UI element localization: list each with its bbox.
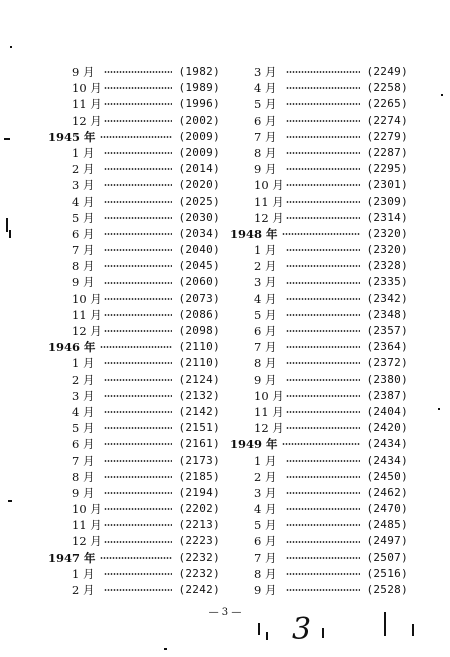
page-reference: (1982) <box>178 65 220 78</box>
dot-leader <box>104 168 172 170</box>
page-reference: (2258) <box>366 81 408 95</box>
page-reference: (2348) <box>366 307 408 321</box>
page-reference: (2450) <box>366 469 408 483</box>
toc-year-entry <box>230 226 408 242</box>
month-label: 11 月 <box>72 307 102 322</box>
page-reference: (2485) <box>366 518 408 532</box>
page-reference: (2060) <box>178 275 220 289</box>
page-reference: (2185) <box>178 469 220 483</box>
dot-leader <box>286 120 360 122</box>
scan-speck <box>10 46 12 48</box>
toc-year-entry <box>48 339 220 355</box>
page-reference: (2420) <box>366 421 408 435</box>
toc-column-right <box>230 64 408 598</box>
month-label: 6 月 <box>254 324 277 338</box>
month-label: 7 月 <box>72 453 95 468</box>
dot-leader <box>286 168 360 170</box>
toc-month-entry <box>230 355 408 371</box>
toc-month-entry <box>230 242 408 258</box>
dot-leader <box>104 411 172 413</box>
toc-month-entry <box>230 566 408 582</box>
page-reference: (2462) <box>366 485 408 499</box>
page-reference: (2213) <box>178 518 220 532</box>
toc-month-entry <box>230 64 408 80</box>
dot-leader <box>104 589 172 591</box>
page-reference: (2161) <box>178 437 220 451</box>
toc-month-entry <box>48 145 220 161</box>
month-label: 1 月 <box>72 566 95 581</box>
dot-leader <box>286 362 360 364</box>
month-label: 3 月 <box>72 388 95 403</box>
dot-leader <box>104 492 172 494</box>
page-reference: (2194) <box>178 485 220 499</box>
toc-month-entry <box>48 194 220 210</box>
dot-leader <box>282 443 361 445</box>
dot-leader <box>286 589 360 591</box>
month-label: 2 月 <box>254 259 277 274</box>
toc-month-entry <box>230 501 408 517</box>
month-label: 5 月 <box>72 421 95 436</box>
page-reference: (2124) <box>178 372 220 386</box>
page-reference: (2249) <box>366 65 408 78</box>
toc-month-entry <box>230 533 408 549</box>
page-reference: (2364) <box>366 340 408 354</box>
page-reference: (2279) <box>366 129 408 143</box>
month-label: 8 月 <box>254 356 277 371</box>
dot-leader <box>286 136 360 138</box>
month-label: 10 月 <box>72 81 102 96</box>
page-reference: (2142) <box>178 404 220 418</box>
month-label: 6 月 <box>72 437 95 452</box>
page-reference: (1989) <box>178 81 220 95</box>
page-reference: (2232) <box>178 566 220 580</box>
page-reference: (2223) <box>178 534 220 548</box>
toc-month-entry <box>230 550 408 566</box>
toc-month-entry <box>230 274 408 290</box>
dot-leader <box>286 557 360 559</box>
page-reference: (2357) <box>366 324 408 337</box>
dot-leader <box>104 314 172 316</box>
toc-column-left <box>48 64 220 598</box>
dot-leader <box>100 346 173 348</box>
toc-month-entry <box>230 404 408 420</box>
dot-leader <box>286 103 360 105</box>
dot-leader <box>286 265 360 267</box>
month-label: 1 月 <box>254 243 277 258</box>
toc-month-entry <box>230 177 408 193</box>
dot-leader <box>286 395 360 397</box>
dot-leader <box>286 541 360 543</box>
page-reference: (2274) <box>366 113 408 127</box>
month-label: 2 月 <box>72 583 95 597</box>
dot-leader <box>286 314 360 316</box>
dot-leader <box>100 557 173 559</box>
toc-month-entry <box>230 323 408 339</box>
month-label: 8 月 <box>254 145 277 160</box>
dot-leader <box>104 460 172 462</box>
toc-month-entry <box>230 96 408 112</box>
month-label: 9 月 <box>254 372 277 387</box>
toc-month-entry <box>48 420 220 436</box>
page-reference: (2516) <box>366 566 408 580</box>
page-reference: (2301) <box>366 178 408 192</box>
dot-leader <box>104 265 172 267</box>
month-label: 10 月 <box>254 388 284 403</box>
month-label: 1 月 <box>72 356 95 371</box>
page-reference: (2025) <box>178 194 220 208</box>
dot-leader <box>104 524 172 526</box>
month-label: 11 月 <box>72 518 102 533</box>
dot-leader <box>104 233 172 235</box>
month-label: 4 月 <box>254 81 277 96</box>
page-reference: (2020) <box>178 178 220 192</box>
toc-month-entry <box>48 96 220 112</box>
month-label: 5 月 <box>254 307 277 322</box>
toc-month-entry <box>48 177 220 193</box>
month-label: 6 月 <box>254 113 277 128</box>
dot-leader <box>286 184 360 186</box>
month-label: 4 月 <box>254 502 277 517</box>
dot-leader <box>104 541 172 543</box>
page-reference: (2098) <box>178 324 220 337</box>
toc-month-entry <box>48 501 220 517</box>
dot-leader <box>100 136 173 138</box>
toc-month-entry <box>48 210 220 226</box>
toc-month-entry <box>48 226 220 242</box>
toc-month-entry <box>48 274 220 290</box>
month-label: 5 月 <box>254 97 277 112</box>
month-label: 9 月 <box>254 583 277 597</box>
month-label: 4 月 <box>72 194 95 209</box>
dot-leader <box>104 298 172 300</box>
scan-speck <box>164 648 167 650</box>
dot-leader <box>286 411 360 413</box>
page-reference: (2404) <box>366 404 408 418</box>
toc-month-entry <box>230 485 408 501</box>
dot-leader <box>104 379 172 381</box>
toc-month-entry <box>48 242 220 258</box>
dot-leader <box>104 427 172 429</box>
month-label: 12 月 <box>72 324 102 338</box>
toc-month-entry <box>48 566 220 582</box>
page-reference: (2002) <box>178 113 220 127</box>
year-label: 1945 年 <box>48 129 96 144</box>
dot-leader <box>286 379 360 381</box>
page-reference: (2320) <box>366 226 408 240</box>
page-reference: (2372) <box>366 356 408 370</box>
page-reference: (2202) <box>178 502 220 516</box>
year-label: 1947 年 <box>48 550 96 565</box>
page-reference: (2014) <box>178 162 220 176</box>
toc-month-entry <box>230 307 408 323</box>
toc-month-entry <box>230 80 408 96</box>
month-label: 12 月 <box>254 421 284 436</box>
dot-leader <box>286 71 360 73</box>
toc-month-entry <box>230 453 408 469</box>
dot-leader <box>104 508 172 510</box>
toc-month-entry <box>48 307 220 323</box>
dot-leader <box>286 508 360 510</box>
page-reference: (2295) <box>366 162 408 176</box>
page-reference: (2434) <box>366 453 408 467</box>
dot-leader <box>104 201 172 203</box>
dot-leader <box>104 573 172 575</box>
dot-leader <box>104 184 172 186</box>
page-reference: (2470) <box>366 502 408 516</box>
toc-month-entry <box>48 436 220 452</box>
dot-leader <box>286 330 360 332</box>
toc-year-entry <box>48 550 220 566</box>
toc-month-entry <box>48 453 220 469</box>
toc-month-entry <box>230 420 408 436</box>
year-label: 1949 年 <box>230 437 278 452</box>
scan-speck <box>322 628 324 638</box>
dot-leader <box>104 71 172 73</box>
scan-speck <box>6 218 8 232</box>
toc-month-entry <box>230 388 408 404</box>
month-label: 9 月 <box>72 485 95 500</box>
toc-month-entry <box>230 372 408 388</box>
toc-month-entry <box>230 469 408 485</box>
month-label: 12 月 <box>254 210 284 225</box>
toc-year-entry <box>48 129 220 145</box>
page-reference: (2507) <box>366 550 408 564</box>
dot-leader <box>104 249 172 251</box>
dot-leader <box>104 282 172 284</box>
page-reference: (2335) <box>366 275 408 289</box>
scan-speck <box>258 623 260 635</box>
month-label: 11 月 <box>254 404 284 419</box>
page-reference: (2380) <box>366 372 408 386</box>
month-label: 2 月 <box>72 372 95 387</box>
page-reference: (2528) <box>366 583 408 596</box>
month-label: 11 月 <box>72 97 102 112</box>
month-label: 6 月 <box>72 226 95 241</box>
month-label: 10 月 <box>72 502 102 517</box>
toc-month-entry <box>230 129 408 145</box>
scan-speck <box>266 632 268 640</box>
dot-leader <box>286 201 360 203</box>
month-label: 7 月 <box>254 340 277 355</box>
page-reference: (2151) <box>178 421 220 435</box>
dot-leader <box>286 87 360 89</box>
month-label: 3 月 <box>254 275 277 290</box>
scan-speck <box>384 612 386 636</box>
toc-month-entry <box>48 64 220 80</box>
toc-month-entry <box>230 339 408 355</box>
page-reference: (2320) <box>366 243 408 257</box>
dot-leader <box>104 120 172 122</box>
month-label: 7 月 <box>72 243 95 258</box>
dot-leader <box>286 152 360 154</box>
month-label: 10 月 <box>72 291 102 306</box>
scan-speck <box>438 408 440 410</box>
dot-leader <box>104 330 172 332</box>
toc-month-entry <box>48 582 220 598</box>
toc-month-entry <box>230 161 408 177</box>
toc-month-entry <box>230 113 408 129</box>
page-reference: (2110) <box>178 356 220 370</box>
toc-month-entry <box>48 113 220 129</box>
month-label: 2 月 <box>254 469 277 484</box>
dot-leader <box>104 87 172 89</box>
toc-month-entry <box>48 291 220 307</box>
month-label: 9 月 <box>72 65 95 79</box>
scan-speck <box>441 94 443 96</box>
page-reference: (2242) <box>178 583 220 596</box>
dot-leader <box>104 395 172 397</box>
page-reference: (2040) <box>178 243 220 257</box>
toc-month-entry <box>48 161 220 177</box>
toc-month-entry <box>48 404 220 420</box>
page-reference: (2342) <box>366 291 408 305</box>
month-label: 11 月 <box>254 194 284 209</box>
month-label: 8 月 <box>72 469 95 484</box>
month-label: 12 月 <box>72 534 102 549</box>
toc-month-entry <box>48 533 220 549</box>
month-label: 6 月 <box>254 534 277 549</box>
page-reference: (2045) <box>178 259 220 273</box>
page-reference: (2287) <box>366 145 408 159</box>
month-label: 10 月 <box>254 178 284 193</box>
dot-leader <box>286 524 360 526</box>
page-reference: (2030) <box>178 210 220 224</box>
month-label: 4 月 <box>254 291 277 306</box>
month-label: 3 月 <box>72 178 95 193</box>
month-label: 5 月 <box>72 210 95 225</box>
dot-leader <box>286 427 360 429</box>
month-label: 3 月 <box>254 65 277 79</box>
toc-month-entry <box>48 258 220 274</box>
toc-month-entry <box>230 517 408 533</box>
toc-month-entry <box>230 210 408 226</box>
toc-month-entry <box>48 485 220 501</box>
toc-year-entry <box>230 436 408 452</box>
toc-month-entry <box>230 194 408 210</box>
page-reference: (2073) <box>178 291 220 305</box>
page-reference: (2009) <box>178 129 220 143</box>
year-label: 1946 年 <box>48 340 96 355</box>
scan-speck <box>8 500 12 502</box>
month-label: 12 月 <box>72 113 102 128</box>
toc-month-entry <box>48 323 220 339</box>
page-reference: (2173) <box>178 453 220 467</box>
page-reference: (2232) <box>178 550 220 564</box>
dot-leader <box>286 282 360 284</box>
month-label: 9 月 <box>254 162 277 177</box>
dot-leader <box>286 346 360 348</box>
page-reference: (2387) <box>366 388 408 402</box>
toc-month-entry <box>230 258 408 274</box>
toc-month-entry <box>230 291 408 307</box>
page-reference: (2110) <box>178 340 220 354</box>
scan-speck <box>4 138 10 140</box>
dot-leader <box>286 573 360 575</box>
dot-leader <box>286 476 360 478</box>
toc-month-entry <box>48 469 220 485</box>
page-number: — 3 — <box>208 607 242 618</box>
scan-speck <box>412 624 414 636</box>
dot-leader <box>282 233 361 235</box>
year-label: 1948 年 <box>230 226 278 241</box>
toc-month-entry <box>230 582 408 598</box>
page-reference: (2132) <box>178 388 220 402</box>
toc-month-entry <box>48 80 220 96</box>
scan-speck <box>9 230 11 238</box>
month-label: 8 月 <box>254 566 277 581</box>
dot-leader <box>104 362 172 364</box>
month-label: 1 月 <box>72 145 95 160</box>
dot-leader <box>286 460 360 462</box>
dot-leader <box>104 103 172 105</box>
dot-leader <box>104 217 172 219</box>
month-label: 1 月 <box>254 453 277 468</box>
toc-month-entry <box>48 517 220 533</box>
month-label: 3 月 <box>254 485 277 500</box>
toc-month-entry <box>48 388 220 404</box>
page-reference: (2309) <box>366 194 408 208</box>
month-label: 5 月 <box>254 518 277 533</box>
page-reference: (2328) <box>366 259 408 273</box>
toc-month-entry <box>48 355 220 371</box>
month-label: 9 月 <box>72 275 95 290</box>
page-reference: (2314) <box>366 210 408 224</box>
dot-leader <box>286 298 360 300</box>
month-label: 7 月 <box>254 129 277 144</box>
dot-leader <box>104 443 172 445</box>
toc-month-entry <box>230 145 408 161</box>
page-reference: (2497) <box>366 534 408 548</box>
page-reference: (2434) <box>366 437 408 451</box>
dot-leader <box>104 476 172 478</box>
page-reference: (1996) <box>178 97 220 111</box>
dot-leader <box>104 152 172 154</box>
page-reference: (2009) <box>178 145 220 159</box>
dot-leader <box>286 217 360 219</box>
month-label: 2 月 <box>72 162 95 177</box>
month-label: 4 月 <box>72 404 95 419</box>
month-label: 8 月 <box>72 259 95 274</box>
handwritten-mark: 3 <box>292 612 312 647</box>
month-label: 7 月 <box>254 550 277 565</box>
page-reference: (2265) <box>366 97 408 111</box>
page-reference: (2086) <box>178 307 220 321</box>
dot-leader <box>286 492 360 494</box>
page-reference: (2034) <box>178 226 220 240</box>
toc-month-entry <box>48 372 220 388</box>
dot-leader <box>286 249 360 251</box>
